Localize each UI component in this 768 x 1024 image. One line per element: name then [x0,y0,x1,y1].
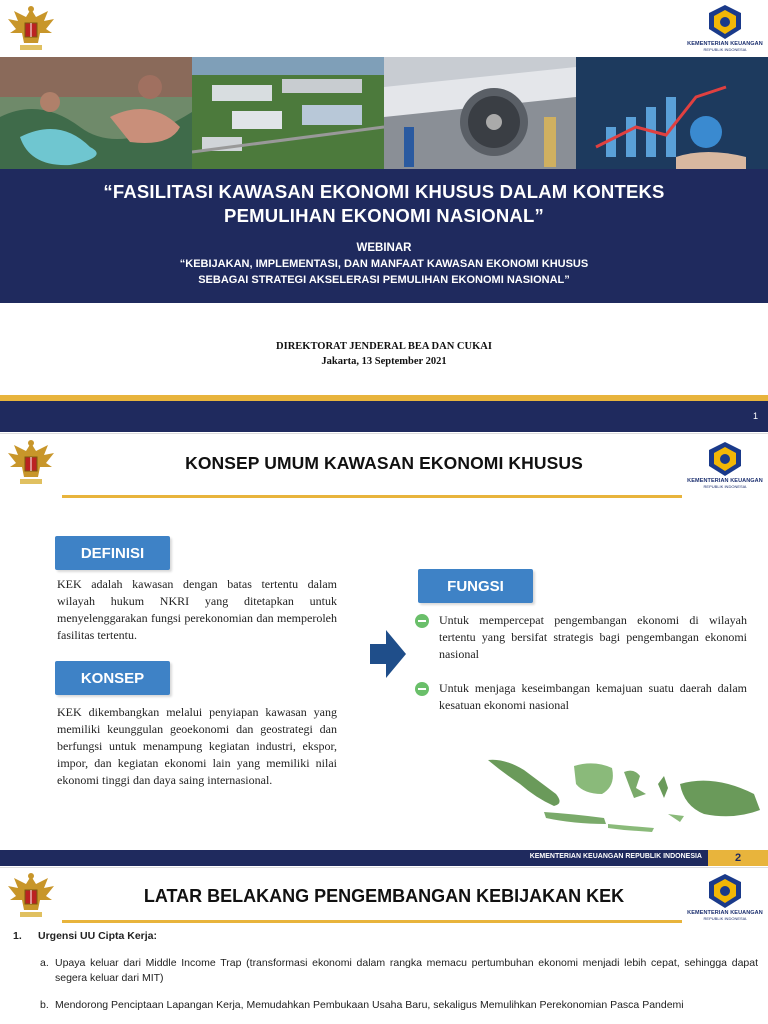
fungsi-item [415,612,747,663]
fungsi-pill: FUNGSI [418,569,533,603]
sub-list-text: Upaya keluar dari Middle Income Trap (transformasi ekonomi dalam rangka memacu pertumbuhan ekonomi menjadi lebih cepat, sehingga dapat segera keluar dari MIT) [55,957,758,984]
title-line-1: “FASILITASI KAWASAN EKONOMI KHUSUS DALAM KONTEKS [103,181,665,202]
presentation-title [0,169,768,228]
kemenkeu-sub: REPUBLIK INDONESIA [703,916,747,921]
list-label: Urgensi UU Cipta Kerja: [38,930,158,942]
kemenkeu-name: KEMENTERIAN KEUANGAN [687,41,763,47]
kemenkeu-emblem-icon [705,440,745,478]
kemenkeu-logo [686,440,764,489]
title-band [0,169,768,303]
organizer-block [0,339,768,369]
photo-industrial-area [192,57,384,169]
webinar-line-2: SEBAGAI STRATEGI AKSELERASI PEMULIHAN EKONOMI NASIONAL” [198,274,570,286]
page-number: 2 [708,850,768,866]
list-number: 1. [13,930,22,942]
photo-resort-island [0,57,192,169]
navy-footer-bar [0,401,768,432]
title-underline [62,920,682,923]
kemenkeu-logo [686,3,764,52]
sub-list-number: b. [40,999,49,1011]
kemenkeu-logo [686,872,764,921]
webinar-label: WEBINAR [356,242,412,254]
bullet-icon [415,682,429,696]
slide-2 [0,433,768,866]
background-list [13,929,758,1013]
page-number: 1 [752,411,758,421]
webinar-line-1: “KEBIJAKAN, IMPLEMENTASI, DAN MANFAAT KAWASAN EKONOMI KHUSUS [179,258,589,270]
fungsi-item [415,680,747,714]
right-arrow-icon [370,630,406,678]
fungsi-item-text: Untuk mempercepat pengembangan ekonomi di wilayah tertentu yang bersifat strategis bagi pengembangan ekonomi nasional [439,613,747,661]
kemenkeu-emblem-icon [705,3,745,41]
konsep-text: KEK dikembangkan melalui penyiapan kawasan yang memiliki keunggulan geoekonomi dan geostrategi dan berfungsi untuk menampung kegiatan industri, ekspor, impor, dan kegiatan ekonomi lain yang memiliki nilai ekonomi tinggi dan daya saing internasional. [57,705,337,787]
organizer-name: DIREKTORAT JENDERAL BEA DAN CUKAI [276,341,492,352]
sub-list-text: Mendorong Penciptaan Lapangan Kerja, Memudahkan Pembukaan Usaha Baru, sekaligus Memulihkan Perekonomian Pasca Pandemi [55,999,684,1011]
photo-aircraft-engine [384,57,576,169]
konsep-pill: KONSEP [55,661,170,695]
slide-1 [0,0,768,432]
sub-list-number: a. [40,957,49,969]
definisi-text: KEK adalah kawasan dengan batas tertentu dalam wilayah hukum NKRI yang ditetapkan untuk menyelenggarakan fungsi perekonomian dan memperoleh fasilitas tertentu. [57,577,337,642]
kemenkeu-sub: REPUBLIK INDONESIA [703,484,747,489]
fungsi-item-text: Untuk menjaga keseimbangan kemajuan suatu daerah dalam kesatuan ekonomi nasional [439,681,747,712]
slide-title: KONSEP UMUM KAWASAN EKONOMI KHUSUS [185,453,583,473]
footer-text: KEMENTERIAN KEUANGAN REPUBLIK INDONESIA [529,853,702,860]
bullet-icon [415,614,429,628]
photo-growth-chart [576,57,768,169]
kemenkeu-sub: REPUBLIK INDONESIA [703,47,747,52]
place-date: Jakarta, 13 September 2021 [321,356,447,367]
kemenkeu-name: KEMENTERIAN KEUANGAN [687,478,763,484]
slide-footer [0,850,768,866]
list-item [13,929,758,944]
sub-list-item [40,998,758,1013]
indonesia-map-icon [484,754,768,850]
kemenkeu-name: KEMENTERIAN KEUANGAN [687,910,763,916]
sub-list-item [40,956,758,986]
definisi-pill: DEFINISI [55,536,170,570]
garuda-emblem-icon [6,3,56,55]
kemenkeu-emblem-icon [705,872,745,910]
slide-title: LATAR BELAKANG PENGEMBANGAN KEBIJAKAN KEK [143,886,625,906]
title-line-2: PEMULIHAN EKONOMI NASIONAL” [224,205,544,226]
photo-strip [0,57,768,169]
title-underline [62,495,682,498]
slide-3 [0,867,768,1024]
